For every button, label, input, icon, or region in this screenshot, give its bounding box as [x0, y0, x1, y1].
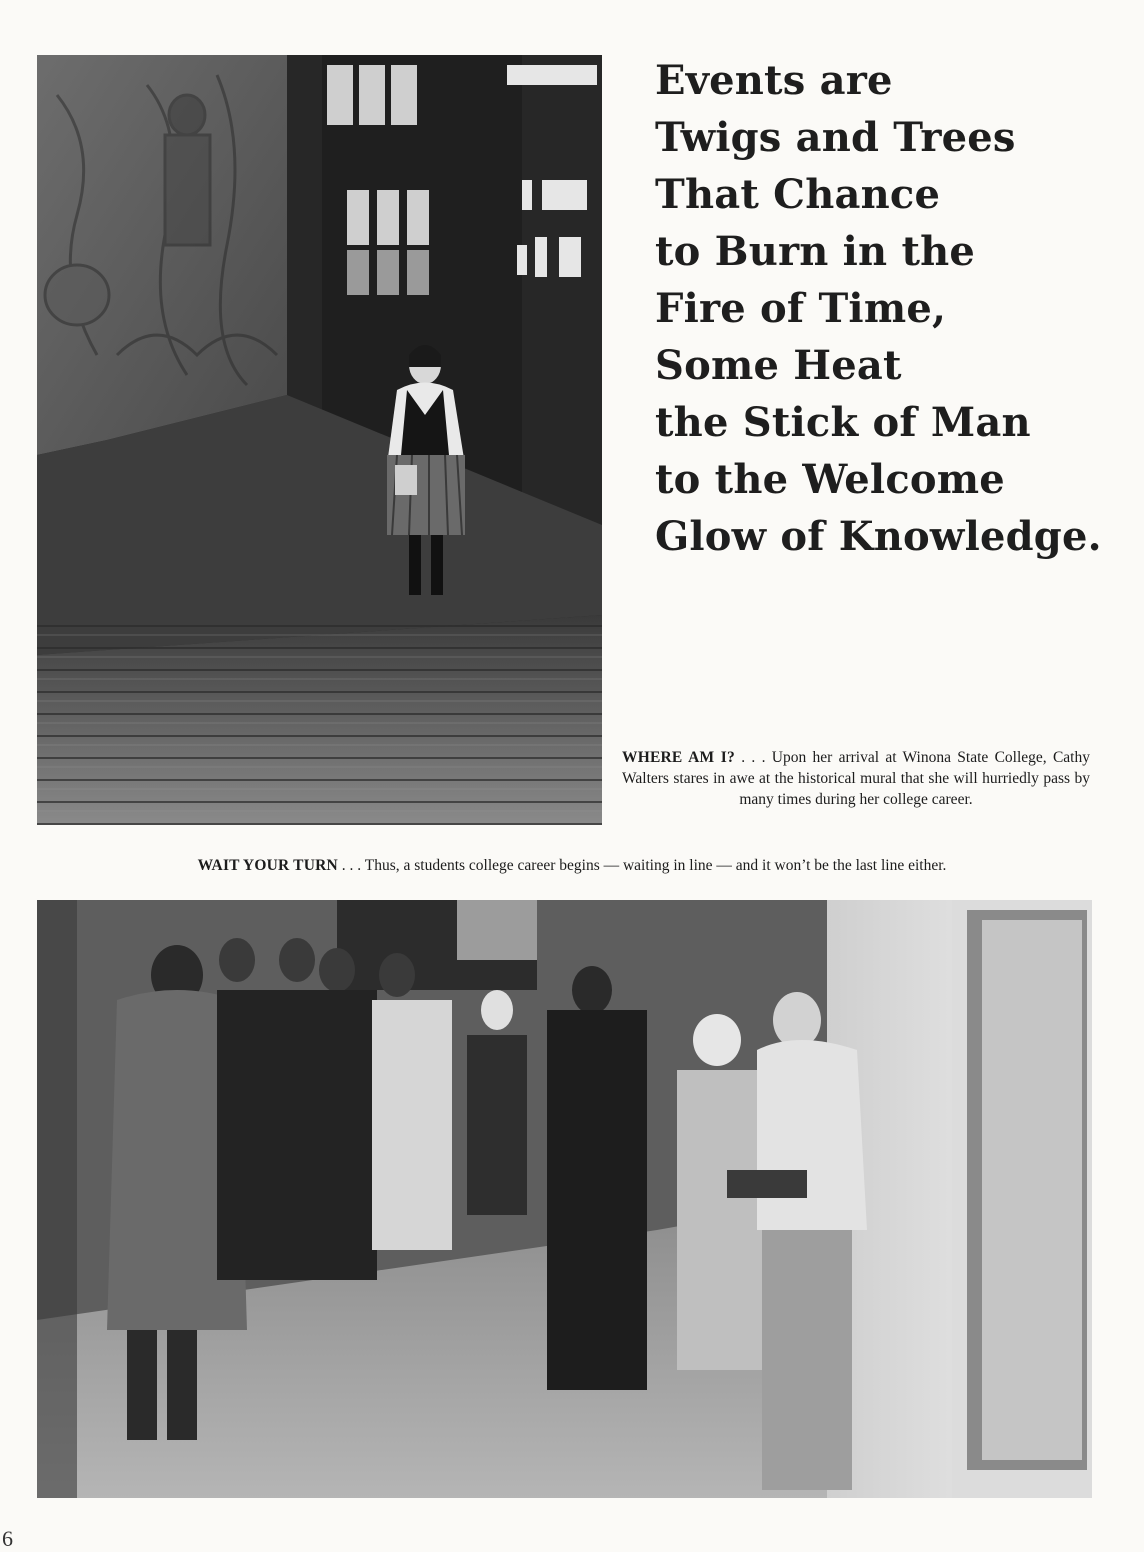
- headline-line: to the Welcome: [655, 456, 1005, 503]
- headline-line: Some Heat: [655, 342, 902, 389]
- page-headline: [655, 52, 1125, 565]
- headline-line: Glow of Knowledge.: [655, 513, 1102, 560]
- mural-stairwell-illustration: [37, 55, 602, 825]
- photo-students-waiting-in-line: [37, 900, 1092, 1498]
- caption-lead: WAIT YOUR TURN: [197, 857, 338, 874]
- hallway-queue-illustration: [37, 900, 1092, 1498]
- page-number: 6: [2, 1526, 13, 1551]
- headline-line: Twigs and Trees: [655, 114, 1016, 161]
- photo-mural-stairwell: [37, 55, 602, 825]
- headline-line: the Stick of Man: [655, 399, 1031, 446]
- caption-text: . . . Upon her arrival at Winona State College, Cathy Walters stares in awe at the historical mural that she will hurriedly pass by many times during her college career.: [622, 749, 1090, 808]
- headline-line: to Burn in the: [655, 228, 976, 275]
- headline-line: Events are: [655, 57, 893, 104]
- caption-wait-your-turn: [0, 856, 1144, 876]
- headline-line: That Chance: [655, 171, 941, 218]
- headline-line: Fire of Time,: [655, 285, 947, 332]
- caption-where-am-i: [622, 747, 1090, 810]
- caption-lead: WHERE AM I?: [622, 749, 735, 766]
- caption-text: . . . Thus, a students college career begins — waiting in line — and it won’t be the last line either.: [337, 857, 947, 874]
